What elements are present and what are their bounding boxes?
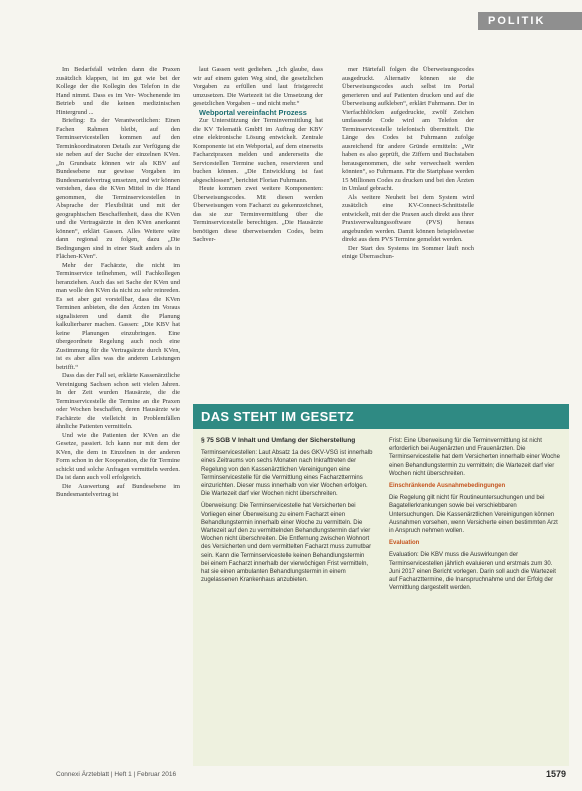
footer-publication: Connexi Ärzteblatt | Heft 1 | Februar 2016	[56, 771, 177, 778]
article-paragraph: Im Bedarfsfall würden dann die Praxen zusätzlich klappen, ist im gut wie bei der Kollege der die Kollegin des Telefon in die Hand nimmt. Dass es im Ver- Wochenende im Betrieb und die keinen medizinischen Hintergrund ...	[56, 66, 180, 116]
info-box-left-column	[201, 437, 373, 757]
article-paragraph: Briefing: Es der Verantwortlichen: Einen Fachen Rahmen bleibt, auf den Terminservicestellen kommen auf den Terminkoordinatoren Details zur Verfügung die sie neben auf der Suche der einzelnen KVen. „In Grundsatz können wir als KBV auf Bundesebene nur gewisse Vorgaben im Bundesmantelvertrag umsetzen, und wir können verstehen, dass die KVen Mittel in die Hand genommen, die Terminservicestellen in Absprache der Flexibilität und mit der geographischen Beschaffenheit, dass die KVen und die Vertragsärzte in den KVen anerkannt können“, erklärt Gassen. Alles Weitere wäre dann regional zu folgen, dazu „Die Bedingungen sind in einer Stadt anders als in Flächen-KVen“.	[56, 117, 180, 260]
info-box-paragraph: Frist: Eine Überweisung für die Terminvermittlung ist nicht erforderlich bei Augenärzten und Frauenärzten. Die Terminservicestelle hat dem Versicherten innerhalb einer Woche einen Behandlungstermin zu vermitteln; die Wartezeit darf vier Wochen nicht überschreiten.	[389, 438, 560, 477]
page-number: 1579	[545, 769, 566, 779]
info-box	[193, 404, 569, 766]
info-box-right-column	[389, 437, 561, 757]
article-paragraph: Als weitere Neuheit bei dem System wird zusätzlich eine KV-Connect-Schnittstelle entwickelt, mit der die Praxen auch direkt aus ihrer Praxisverwaltungssoftware (PVS) heraus angebunden werden. Damit können beispielsweise direkt aus dem PVS Termine gemeldet werden.	[342, 193, 474, 243]
article-column-1	[56, 66, 180, 760]
info-box-paragraph: Terminservicestellen: Laut Absatz 1a des GKV-VSG ist innerhalb eines Zeitraums von sechs Monaten nach Inkrafttreten der Regelung von den Kassenärztlichen Vereinigungen eine Terminservicestelle für die Vermittlung eines Facharzttermins einzurichten. Dieser muss innerhalb von vier Wochen erfolgen. Die Wartezeit darf vier Wochen nicht überschreiten.	[201, 450, 373, 498]
info-box-paragraph: Evaluation: Die KBV muss die Auswirkungen der Terminservicestellen jährlich evaluieren und erstmals zum 30. Juni 2017 einen Bericht vorlegen. Darin soll auch die Wartezeit auf Facharzttermine, die Inanspruchnahme und der Erfolg der Vermittlung dargestellt werden.	[389, 552, 556, 592]
article-paragraph: Heute kommen zwei weitere Komponenten: Überweisungscodes. Mit diesen werden Überweisungen vom Facharzt zu gekennzeichnet, das sie zur Terminvermittlung über die Terminservicestelle berechtigen. „Die Hausärzte benötigen diese überweisenden Codes, beim Sachver-	[193, 185, 323, 243]
article-paragraph: Zur Unterstützung der Terminvermittlung hat die KV Telematik GmbH im Auftrag der KBV eine elektronische Lösung entwickelt. Zentrale Komponente ist ein Webportal, auf dem einerseits Facharztpraxen melden und andererseits die Servicestellen Termine suchen, reservieren und buchen können. „Die Entwicklung ist fast abgeschlossen“, berichtet Florian Fuhrmann.	[193, 117, 323, 184]
article-paragraph: mer Härtefall folgen die Überweisungscodes ausgedruckt. Alternativ können sie die Überweisungscodes auch selbst im Portal generieren und auf Patienten drucken und auf die Überweisung aufkleben“, erklärt Fuhrmann. Der in Vierfachblöcken aufgedruckte, zwölf Zeichen umfassende Code wird am Telefon der Terminservicestelle telefonisch übermittelt. Die Länge des Codes ist Fuhrmann zufolge ausreichend für andere Gründe ermitteln: „Wir haben es also geprüft, die Ziffern und Buchstaben herausgenommen, die sehr verwechselt werden könnten“, so Fuhrmann. Für die Startphase werden 15 Millionen Codes zu drucken und bei den Ärzten in Umlauf gebracht.	[342, 66, 474, 192]
page-footer	[56, 769, 572, 781]
info-box-title: DAS STEHT IM GESETZ	[193, 404, 569, 429]
info-box-subheading: Evaluation	[389, 540, 420, 547]
info-box-heading: § 75 SGB V Inhalt und Umfang der Sicherstellung	[201, 437, 356, 444]
article-paragraph: Der Start des Systems im Sommer läuft noch einige Überraschun-	[342, 244, 474, 260]
info-box-subheading: Einschränkende Ausnahmebedingungen	[389, 483, 506, 490]
article-column-3	[342, 66, 474, 396]
article-paragraph: Mehr der Fachärzte, die nicht im Terminservice teilnehmen, will Fachkollegen heranziehen. Auch das sei Sache der KVen und man wolle den KVen da nicht zu sehr reinreden. Es sei aber gut vorstellbar, dass die KVen Terminen anbieten, die den Ärzten im Voraus signalisieren und damit die Planung kalkulierbarer machen. Gassen: „Die KBV hat keine Planungen einzubringen. Eine übergeordnete Regelung auch noch eine Zustimmung für die Vertragsärzte durch KVen, ist es aber alles was die anderen Leistungen betrifft.“	[56, 261, 180, 371]
article-subheading: Webportal vereinfacht Prozess	[199, 107, 307, 117]
info-box-paragraph: Überweisung: Die Terminservicestelle hat Versicherten bei Vorliegen einer Überweisung zu einem Facharzt einen Behandlungstermin innerhalb einer Woche zu vermitteln. Die Wartezeit auf den zu vermittelnden Behandlungstermin darf vier Wochen nicht überschreiten. Die Entfernung zwischen Wohnort des Versicherten und dem vermittelten Facharzt muss zumutbar sein. Kann die Terminservicestelle keinen Behandlungstermin bei einem Facharzt innerhalb der vierwöchigen Frist vermitteln, hat sie einen ambulanten Behandlungstermin in einem zugelassenen Krankenhaus anzubieten.	[201, 503, 372, 584]
article-paragraph: Und wie die Patienten der KVen an die Gesetze, passiert. Ich kann nur mit dem der KVen, die dem in Einzelnen in der anderen Form schon in der Kooperation, die für Termine schickt und solche Anfragen vermitteln werden. Da ist dann auch voll erfolgreich.	[56, 431, 180, 481]
article-column-2	[193, 66, 323, 396]
info-box-paragraph: Die Regelung gilt nicht für Routineuntersuchungen und bei Bagatellerkrankungen sowie bei verschiebbaren Untersuchungen. Die Kassenärztlichen Vereinigungen können Ausnahmen vorsehen, wenn Versicherte einen bestimmten Arzt in Anspruch nehmen wollen.	[389, 495, 558, 535]
article-paragraph: laut Gassen weit gediehen. „Ich glaube, dass wir auf einem guten Weg sind, die gesetzlichen Vorgaben zu erfüllen und laut fristgerecht umzusetzen. Die Wartezeit ist die Umsetzung der gesetzlichen Vorgaben – und nicht mehr.“	[193, 66, 323, 107]
section-label: POLITIK	[478, 12, 582, 30]
article-paragraph: Die Auswertung auf Bundesebene im Bundesmantelvertrag ist	[56, 482, 180, 498]
article-paragraph: Dass das der Fall sei, erklärte Kassenärztliche Vereinigung Sachsen schon seit vielen Jahren. In der Zeit wurden Hausärzte, die die Terminservicestelle die Termine an die Praxen oder Wochen beschaffen, deren Hausärzte wie Fachärzte die vielleicht in Problemfällen ähnliche Patienten vermitteln.	[56, 372, 180, 430]
